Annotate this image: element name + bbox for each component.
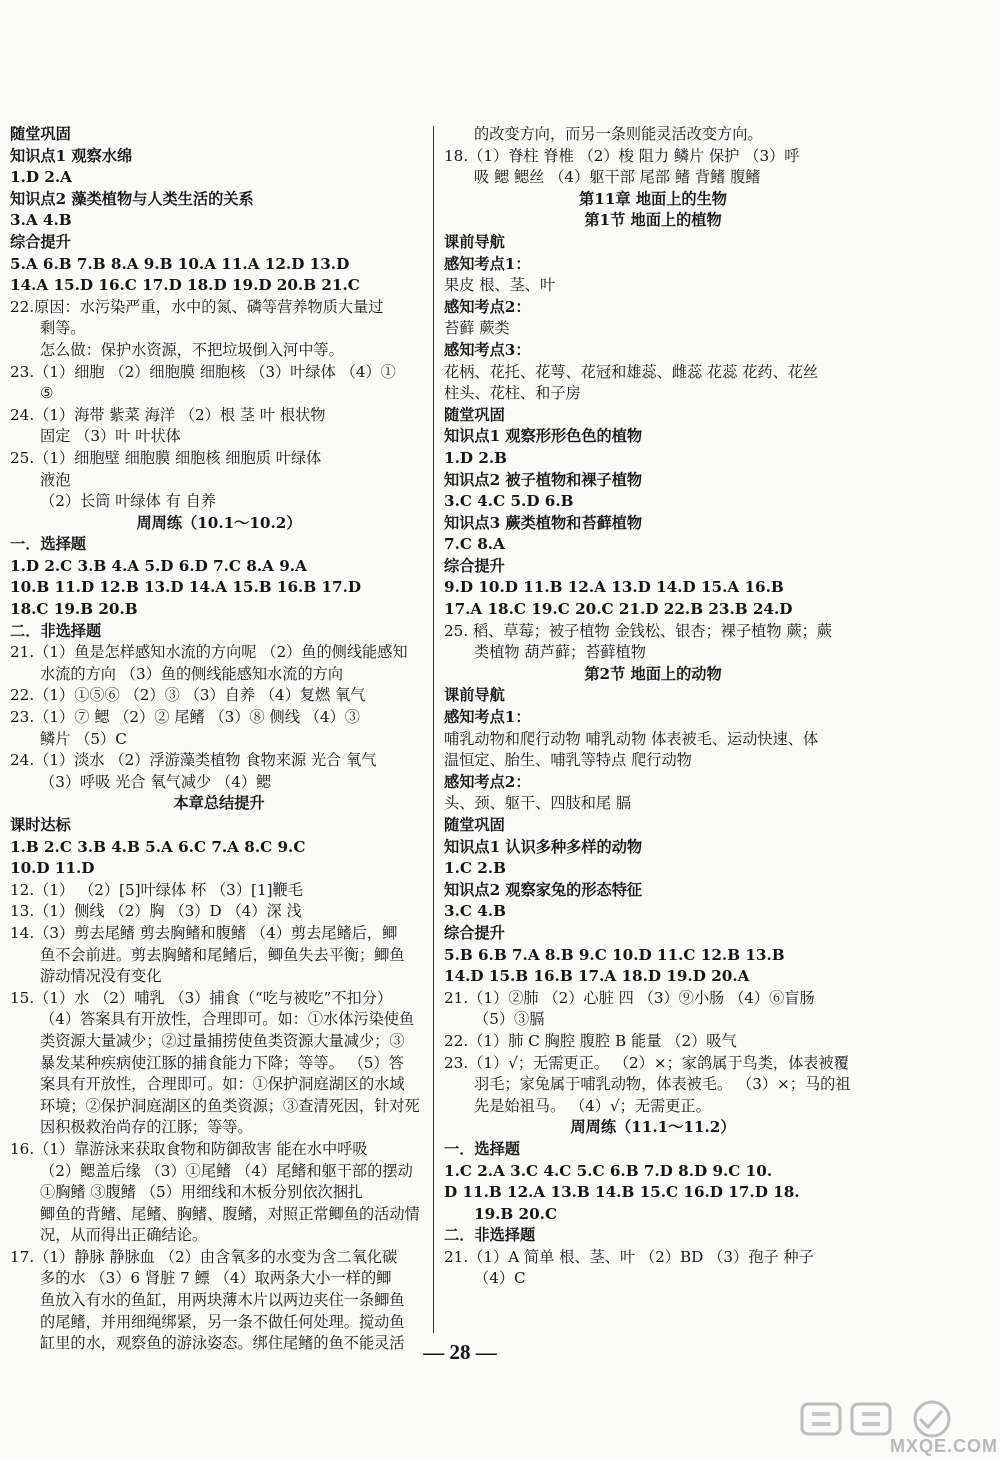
left-column-line: 15.（1）水 （2）哺乳 （3）捕食（“吃与被吃”不扣分） xyxy=(10,988,393,1007)
right-column-line: （4）C xyxy=(474,1269,526,1288)
right-column-line: 课前导航 xyxy=(444,686,505,705)
right-column-line: 的改变方向，而另一条则能灵活改变方向。 xyxy=(474,125,763,143)
left-column-line: 18.C 19.B 20.B xyxy=(10,600,138,619)
left-column-line: 16.（1）靠游泳来获取食物和防御敌害 能在水中呼吸 xyxy=(10,1139,368,1158)
left-column-line: 暴发某种疾病使江豚的捕食能力下降；等等。 （5）答 xyxy=(40,1053,404,1072)
right-column-line: 5.B 6.B 7.A 8.B 9.C 10.D 11.C 12.B 13.B xyxy=(444,945,785,964)
left-column-line: 游动情况没有变化 xyxy=(40,967,162,986)
left-column-line: 22.（1）①⑤⑥ （2）③ （3）自养 （4）复燃 氧气 xyxy=(10,686,366,705)
column-divider xyxy=(433,126,434,1333)
right-column-line: 21.（1）②肺 （2）心脏 四 （3）⑨小肠 （4）⑥盲肠 xyxy=(444,988,815,1007)
left-column-line: 知识点1 观察水绵 xyxy=(10,146,133,165)
left-column-line: 综合提升 xyxy=(10,232,71,251)
left-column-line: 怎么做：保护水资源，不把垃圾倒入河中等。 xyxy=(40,340,344,359)
right-column-line: （5）③膈 xyxy=(474,1010,545,1029)
left-column-line: 液泡 xyxy=(40,470,71,489)
left-column-line: 12.（1） （2）[5]叶绿体 杯 （3）[1]鞭毛 xyxy=(10,880,303,899)
right-column-line: 7.C 8.A xyxy=(444,535,505,554)
left-column-line: 1.D 2.A xyxy=(10,168,72,187)
right-column-line: 花柄、花托、花萼、花冠和雄蕊、雌蕊 花蕊 花药、花丝 xyxy=(444,362,819,381)
right-column-line: 17.A 18.C 19.C 20.C 21.D 22.B 23.B 24.D xyxy=(444,600,793,619)
left-column-line: 况，从而得出正确结论。 xyxy=(40,1226,208,1245)
right-column-line: 果皮 根、茎、叶 xyxy=(444,276,556,295)
left-column xyxy=(10,124,428,1355)
left-column-line: 1.D 2.C 3.B 4.A 5.D 6.D 7.C 8.A 9.A xyxy=(10,556,307,575)
right-column-line: 知识点1 认识多种多样的动物 xyxy=(444,837,643,856)
right-column-line: 综合提升 xyxy=(444,556,505,575)
right-column-line: 随堂巩固 xyxy=(444,816,505,834)
left-column-line: 水流的方向 （3）鱼的侧线能感知水流的方向 xyxy=(40,664,344,683)
right-column-line: 柱头、花柱、和子房 xyxy=(444,384,581,403)
left-column-line: 知识点2 藻类植物与人类生活的关系 xyxy=(10,189,254,208)
right-column-line: 周周练（11.1～11.2） xyxy=(570,1118,736,1137)
right-column-line: 3.C 4.C 5.D 6.B xyxy=(444,492,574,511)
left-column-line: 24.（1）淡水 （2）浮游藻类植物 食物来源 光合 氧气 xyxy=(10,751,377,770)
left-column-line: 10.B 11.D 12.B 13.D 14.A 15.B 16.B 17.D xyxy=(10,578,362,597)
left-column-line: （3）呼吸 光合 氧气减少 （4）鳃 xyxy=(40,772,272,791)
right-column-line: 第1节 地面上的植物 xyxy=(584,211,722,230)
right-column-line: 课前导航 xyxy=(444,232,505,251)
left-column-line: 缸里的水，观察鱼的游泳姿态。绑住尾鳍的鱼不能灵活 xyxy=(40,1334,405,1353)
right-column-line: 感知考点2： xyxy=(444,772,531,791)
right-column-line: 22.（1）肺 C 胸腔 腹腔 B 能量 （2）吸气 xyxy=(444,1031,737,1050)
left-column-line: 22.原因：水污染严重，水中的氮、磷等营养物质大量过 xyxy=(10,297,384,316)
left-column-line: 课时达标 xyxy=(10,816,71,834)
right-column-line: 23.（1）√；无需更正。 （2）×；家鸽属于鸟类，体表被覆 xyxy=(444,1053,849,1072)
right-column-line: 第11章 地面上的生物 xyxy=(579,189,727,208)
left-column-line: （2）长筒 叶绿体 有 自养 xyxy=(40,492,217,511)
left-column-line: 鲫鱼的背鳍、尾鳍、胸鳍、腹鳍，对照正常鲫鱼的活动情 xyxy=(40,1204,420,1223)
left-column-line: 14.（3）剪去尾鳍 剪去胸鳍和腹鳍 （4）剪去尾鳍后，鲫 xyxy=(10,923,398,942)
left-column-line: 环境；②保护洞庭湖区的鱼类资源；③查清死因，针对死 xyxy=(40,1096,420,1115)
right-column-line: 苔藓 蕨类 xyxy=(444,319,510,338)
left-column-line: 25.（1）细胞壁 细胞膜 细胞核 细胞质 叶绿体 xyxy=(10,448,322,467)
left-column-line: 固定 （3）叶 叶状体 xyxy=(40,427,181,446)
right-column-line: 羽毛；家兔属于哺乳动物，体表被毛。 （3）×；马的祖 xyxy=(474,1075,851,1094)
left-column-line: 周周练（10.1～10.2） xyxy=(136,513,302,532)
right-column-line: 感知考点1： xyxy=(444,708,531,727)
left-column-line: 23.（1）⑦ 鳃 （2）② 尾鳍 （3）⑧ 侧线 （4）③ xyxy=(10,708,360,727)
right-column-line: 感知考点1： xyxy=(444,254,531,273)
right-column-line: 二．非选择题 xyxy=(444,1226,536,1245)
right-column-line: 第2节 地面上的动物 xyxy=(584,664,722,683)
left-column-line: （2）鳃盖后缘 （3）①尾鳍 （4）尾鳍和躯干部的摆动 xyxy=(40,1161,413,1180)
left-column-line: 剩等。 xyxy=(40,319,86,338)
right-column-line: 21.（1）A 简单 根、茎、叶 （2）BD （3）孢子 种子 xyxy=(444,1247,814,1266)
right-column-line: 感知考点2： xyxy=(444,297,531,316)
right-column-line: 随堂巩固 xyxy=(444,405,505,424)
left-column-line: 10.D 11.D xyxy=(10,859,95,878)
right-column-line: 一．选择题 xyxy=(444,1139,520,1158)
right-column-line: 头、颈、躯干、四肢和尾 膈 xyxy=(444,794,632,813)
left-column-line: 随堂巩固 xyxy=(10,125,71,143)
page-number: — 28 — xyxy=(423,1340,497,1364)
left-column-line: 多的水 （3）6 肾脏 7 鳔 （4）取两条大小一样的鲫 xyxy=(40,1269,392,1288)
left-column-line: 3.A 4.B xyxy=(10,211,72,230)
right-column-line: 1.C 2.A 3.C 4.C 5.C 6.B 7.D 8.D 9.C 10. xyxy=(444,1161,773,1180)
left-column-line: 案具有开放性，合理即可。如：①保护洞庭湖区的水域 xyxy=(40,1075,405,1094)
right-column-line: 感知考点3： xyxy=(444,340,531,359)
right-column-line: 3.C 4.B xyxy=(444,902,506,921)
left-column-line: 鱼放入有水的鱼缸，用两块薄木片以两边夹住一条鲫鱼 xyxy=(40,1291,405,1310)
left-column-line: 类资源大量减少；②过量捕捞使鱼类资源大量减少；③ xyxy=(40,1031,405,1050)
left-column-line: 21.（1）鱼是怎样感知水流的方向呢 （2）鱼的侧线能感知 xyxy=(10,643,408,662)
left-column-line: ①胸鳍 ③腹鳍 （5）用细线和木板分别依次捆扎 xyxy=(40,1183,364,1202)
left-column-line: 13.（1）侧线 （2）胸 （3）D （4）深 浅 xyxy=(10,902,302,921)
left-column-line: ⑤ xyxy=(40,384,54,403)
right-column-line: 9.D 10.D 11.B 12.A 13.D 14.D 15.A 16.B xyxy=(444,578,784,597)
left-column-line: 24.（1）海带 紫菜 海洋 （2）根 茎 叶 根状物 xyxy=(10,405,326,424)
right-column-line: 吸 鳃 鳃丝 （4）躯干部 尾部 鳍 背鳍 腹鳍 xyxy=(474,168,761,187)
left-column-line: 因积极救治尚存的江豚；等等。 xyxy=(40,1118,253,1137)
left-column-line: 23.（1）细胞 （2）细胞膜 细胞核 （3）叶绿体 （4）① xyxy=(10,362,396,381)
left-column-line: 14.A 15.D 16.C 17.D 18.D 19.D 20.B 21.C xyxy=(10,276,360,295)
right-column-line: 温恒定、胎生、哺乳等特点 爬行动物 xyxy=(444,751,692,770)
right-column-line: 先是始祖马。 （4）√；无需更正。 xyxy=(474,1096,711,1115)
left-column-line: 5.A 6.B 7.B 8.A 9.B 10.A 11.A 12.D 13.D xyxy=(10,254,350,273)
right-column-line: D 11.B 12.A 13.B 14.B 15.C 16.D 17.D 18. xyxy=(444,1183,800,1202)
right-column-line: 类植物 葫芦藓；苔藓植物 xyxy=(474,643,646,662)
right-column-line: 哺乳动物和爬行动物 哺乳动物 体表被毛、运动快速、体 xyxy=(444,729,819,748)
right-column-line: 25. 稻、草莓；被子植物 金钱松、银杏；裸子植物 蕨；蕨 xyxy=(444,621,832,640)
right-column xyxy=(444,124,862,1290)
left-column-line: 17.（1）静脉 静脉血 （2）由含氧多的水变为含二氧化碳 xyxy=(10,1247,398,1266)
left-column-line: 一．选择题 xyxy=(10,535,86,554)
left-column-line: 鱼不会前进。剪去胸鳍和尾鳍后，鲫鱼失去平衡；鲫鱼 xyxy=(40,945,405,964)
left-column-line: 鳞片 （5）C xyxy=(40,729,127,748)
right-column-line: 18.（1）脊柱 脊椎 （2）梭 阻力 鳞片 保护 （3）呼 xyxy=(444,146,800,165)
left-column-line: 的尾鳍，并用细绳绑紧，另一条不做任何处理。搅动鱼 xyxy=(40,1312,405,1331)
left-column-line: 1.B 2.C 3.B 4.B 5.A 6.C 7.A 8.C 9.C xyxy=(10,837,306,856)
left-column-line: （4）答案具有开放性，合理即可。如：①水体污染使鱼 xyxy=(40,1010,415,1029)
watermark-domain: MXQE.COM xyxy=(889,1436,998,1456)
right-column-line: 1.D 2.B xyxy=(444,448,508,467)
right-column-line: 19.B 20.C xyxy=(474,1204,558,1223)
left-column-line: 本章总结提升 xyxy=(173,794,265,813)
right-column-line: 14.D 15.B 16.B 17.A 18.D 19.D 20.A xyxy=(444,967,750,986)
left-column-line: 二．非选择题 xyxy=(10,621,102,640)
right-column-line: 知识点3 蕨类植物和苔藓植物 xyxy=(444,513,643,532)
right-column-line: 知识点1 观察形形色色的植物 xyxy=(444,427,643,446)
right-column-line: 1.C 2.B xyxy=(444,859,506,878)
right-column-line: 知识点2 被子植物和裸子植物 xyxy=(444,470,643,489)
right-column-line: 知识点2 观察家兔的形态特征 xyxy=(444,880,643,899)
right-column-line: 综合提升 xyxy=(444,923,505,942)
